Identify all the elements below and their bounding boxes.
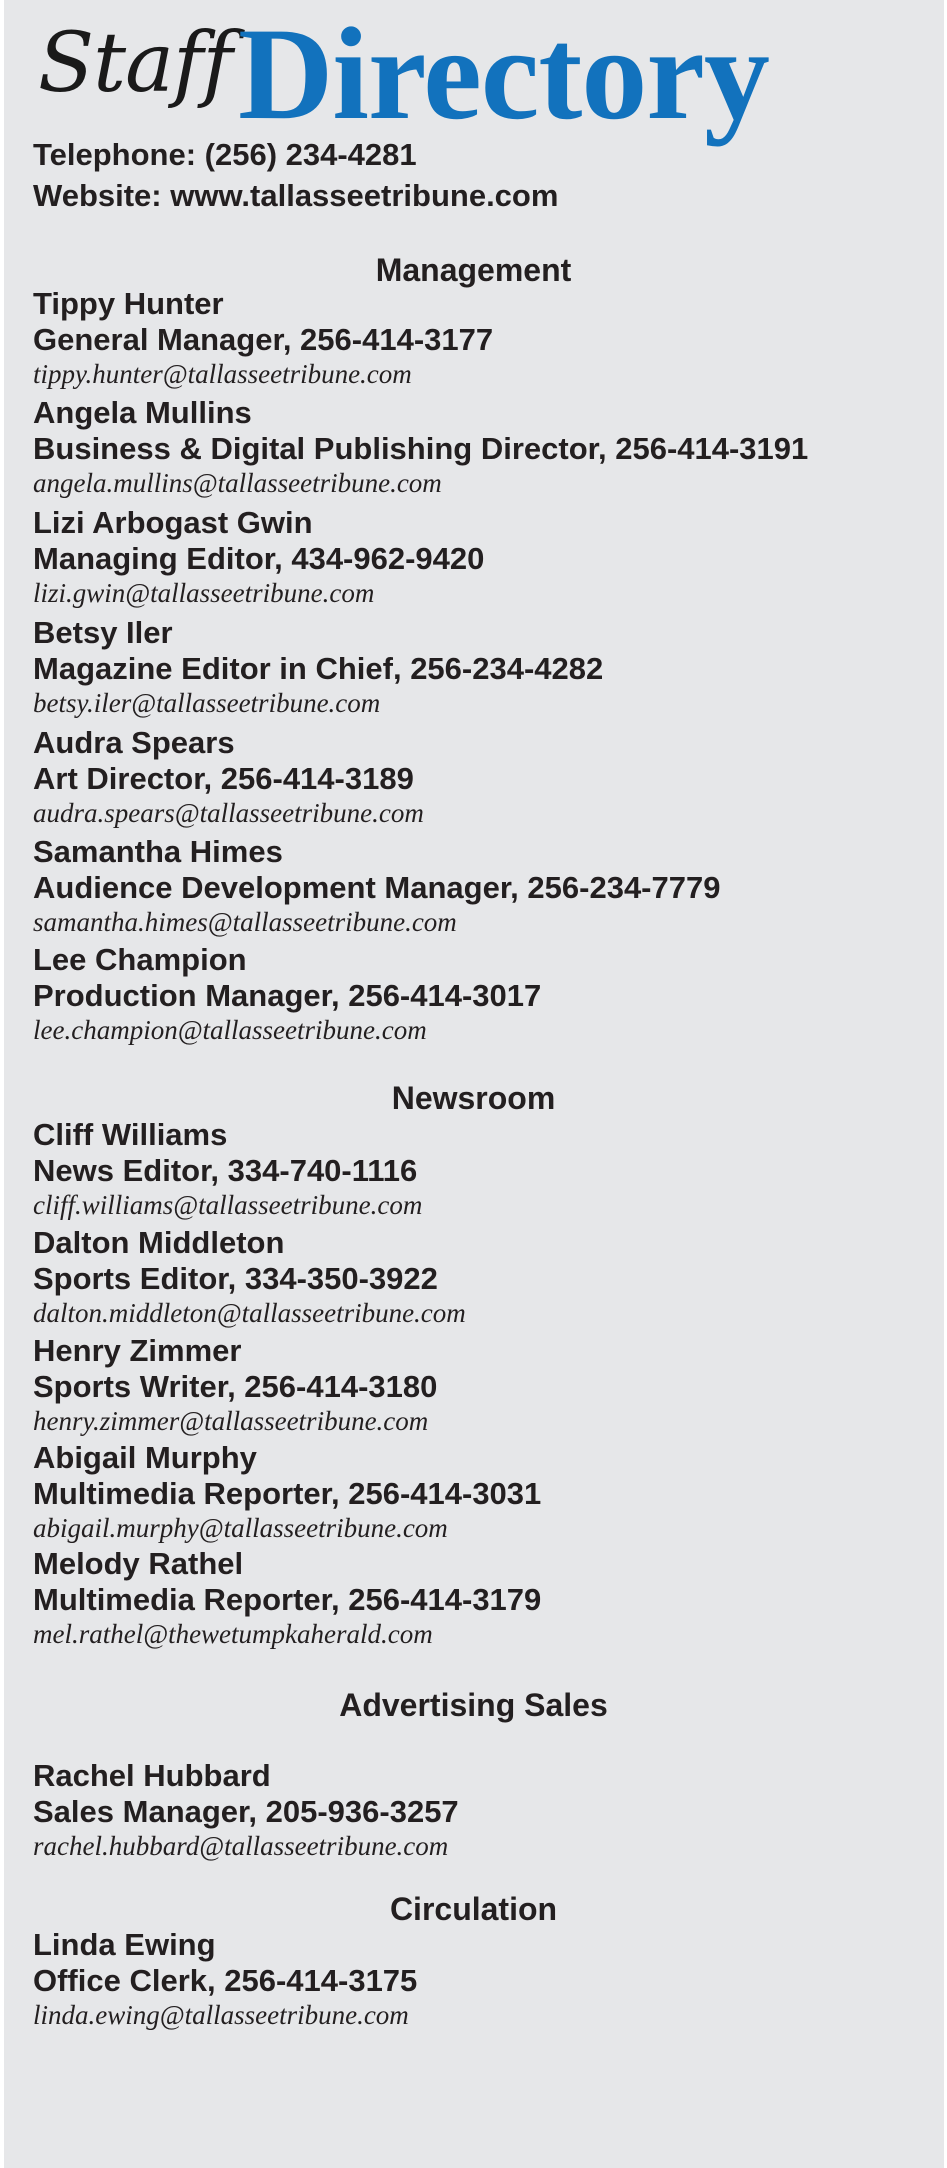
staff-role: Sports Writer, 256-414-3180 xyxy=(33,1369,438,1404)
staff-name: Melody Rathel xyxy=(33,1546,244,1581)
staff-role: Office Clerk, 256-414-3175 xyxy=(33,1963,418,1998)
staff-name: Betsy Iler xyxy=(33,615,173,650)
staff-entry xyxy=(33,286,493,390)
staff-name: Tippy Hunter xyxy=(33,286,224,321)
staff-entry xyxy=(33,505,484,609)
staff-role: Managing Editor, 434-962-9420 xyxy=(33,541,485,576)
staff-name: Dalton Middleton xyxy=(33,1225,285,1260)
staff-entry xyxy=(33,1117,422,1221)
section-heading-circulation: Circulation xyxy=(389,1891,558,1927)
staff-name: Rachel Hubbard xyxy=(33,1758,271,1793)
website-line[interactable]: Website: www.tallasseetribune.com xyxy=(33,178,559,213)
staff-entry xyxy=(33,1333,437,1437)
title-staff: Staff xyxy=(38,16,232,111)
staff-entry xyxy=(33,615,603,719)
staff-role: Art Director, 256-414-3189 xyxy=(33,761,414,796)
staff-role: Sports Editor, 334-350-3922 xyxy=(33,1261,438,1296)
staff-entry xyxy=(33,1927,417,2031)
section-heading-management: Management xyxy=(375,252,572,288)
staff-email[interactable]: dalton.middleton@tallasseetribune.com xyxy=(33,1298,466,1328)
title-directory: Directory xyxy=(238,0,769,147)
staff-name: Linda Ewing xyxy=(33,1927,216,1962)
staff-name: Samantha Himes xyxy=(33,834,283,869)
staff-name: Abigail Murphy xyxy=(33,1440,257,1475)
staff-role: Sales Manager, 205-936-3257 xyxy=(33,1794,459,1829)
staff-name: Henry Zimmer xyxy=(33,1333,242,1368)
staff-entry xyxy=(33,1225,466,1329)
staff-email[interactable]: samantha.himes@tallasseetribune.com xyxy=(33,907,457,937)
staff-entry xyxy=(33,1546,541,1650)
staff-email[interactable]: cliff.williams@tallasseetribune.com xyxy=(33,1190,423,1220)
staff-email[interactable]: mel.rathel@thewetumpkaherald.com xyxy=(33,1619,433,1649)
staff-role: Magazine Editor in Chief, 256-234-4282 xyxy=(33,651,604,686)
telephone-line: Telephone: (256) 234-4281 xyxy=(33,137,417,172)
staff-email[interactable]: rachel.hubbard@tallasseetribune.com xyxy=(33,1831,449,1861)
staff-role: Multimedia Reporter, 256-414-3179 xyxy=(33,1582,542,1617)
staff-entry xyxy=(33,942,541,1046)
staff-email[interactable]: lizi.gwin@tallasseetribune.com xyxy=(33,578,375,608)
staff-role: News Editor, 334-740-1116 xyxy=(33,1153,418,1188)
staff-name: Audra Spears xyxy=(33,725,235,760)
staff-entry xyxy=(33,834,720,938)
staff-entry xyxy=(33,1758,459,1862)
staff-entry xyxy=(33,725,424,829)
staff-name: Angela Mullins xyxy=(33,395,252,430)
staff-entry xyxy=(33,395,808,499)
staff-name: Lizi Arbogast Gwin xyxy=(33,505,313,540)
staff-entry xyxy=(33,1440,541,1544)
staff-email[interactable]: angela.mullins@tallasseetribune.com xyxy=(33,468,442,498)
section-heading-advertising: Advertising Sales xyxy=(339,1687,608,1723)
staff-role: Audience Development Manager, 256-234-7779 xyxy=(33,870,721,905)
staff-email[interactable]: betsy.iler@tallasseetribune.com xyxy=(33,688,381,718)
staff-name: Lee Champion xyxy=(33,942,247,977)
staff-email[interactable]: tippy.hunter@tallasseetribune.com xyxy=(33,359,412,389)
staff-email[interactable]: abigail.murphy@tallasseetribune.com xyxy=(33,1513,448,1543)
section-heading-newsroom: Newsroom xyxy=(391,1080,556,1116)
staff-email[interactable]: linda.ewing@tallasseetribune.com xyxy=(33,2000,409,2030)
staff-email[interactable]: lee.champion@tallasseetribune.com xyxy=(33,1015,427,1045)
staff-name: Cliff Williams xyxy=(33,1117,228,1152)
staff-role: Multimedia Reporter, 256-414-3031 xyxy=(33,1476,542,1511)
staff-role: General Manager, 256-414-3177 xyxy=(33,322,494,357)
staff-role: Business & Digital Publishing Director, 256-414-3191 xyxy=(33,431,809,466)
staff-email[interactable]: henry.zimmer@tallasseetribune.com xyxy=(33,1406,429,1436)
staff-role: Production Manager, 256-414-3017 xyxy=(33,978,542,1013)
staff-email[interactable]: audra.spears@tallasseetribune.com xyxy=(33,798,424,828)
